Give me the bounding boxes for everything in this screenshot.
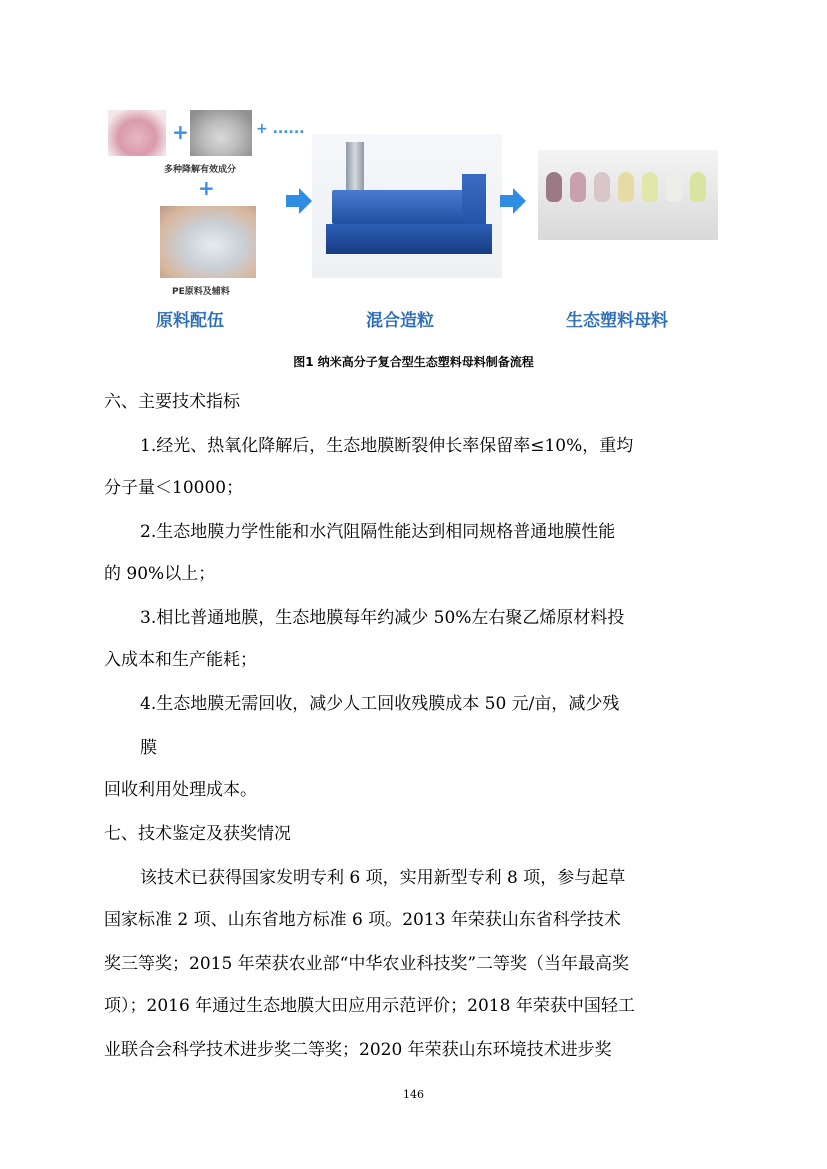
pink-powder-photo <box>108 110 166 156</box>
indicator-4-line-3: 回收利用处理成本。 <box>104 780 257 800</box>
plus-sign: + <box>172 120 189 144</box>
extruder-machine-photo <box>312 134 502 278</box>
indicator-2-line-2: 的 90%以上； <box>104 564 216 584</box>
indicator-2-line-1: 2.生态地膜力学性能和水汽阻隔性能达到相同规格普通地膜性能 <box>140 522 616 542</box>
bottle-sample <box>690 172 706 202</box>
bottle-sample <box>642 172 658 202</box>
bottle-sample <box>618 172 634 202</box>
indicator-4-line-2: 膜 <box>140 738 157 758</box>
indicator-4-line-1: 4.生态地膜无需回收，减少人工回收残膜成本 50 元/亩，减少残 <box>140 694 620 714</box>
right-arrow-icon <box>286 188 312 214</box>
plus-sign-vertical: + <box>198 176 215 200</box>
hopper <box>346 142 364 192</box>
indicator-3-line-1: 3.相比普通地膜，生态地膜每年约减少 50%左右聚乙烯原材料投 <box>140 608 625 628</box>
indicator-1-line-1: 1.经光、热氧化降解后，生态地膜断裂伸长率保留率≤10%，重均 <box>140 436 634 456</box>
bottle-sample <box>594 172 610 202</box>
machine-base <box>326 224 492 254</box>
indicator-3-line-2: 入成本和生产能耗； <box>104 650 257 670</box>
bottle-sample <box>546 172 562 202</box>
right-arrow-icon <box>500 188 526 214</box>
process-figure <box>108 104 728 340</box>
figure-caption: 图1 纳米高分子复合型生态塑料母料制备流程 <box>293 355 534 369</box>
awards-line-2: 国家标准 2 项、山东省地方标准 6 项。2013 年荣获山东省科学技术 <box>104 910 621 930</box>
section-heading-seven: 七、技术鉴定及获奖情况 <box>104 824 291 844</box>
pe-pellets-photo <box>160 206 256 278</box>
awards-line-4: 项）；2016 年通过生态地膜大田应用示范评价；2018 年荣获中国轻工 <box>104 996 635 1016</box>
awards-line-5: 业联合会科学技术进步奖二等奖；2020 年荣获山东环境技术进步奖 <box>104 1040 612 1060</box>
additive-caption: 多种降解有效成分 <box>164 165 237 175</box>
stage-mixing-granulation: 混合造粒 <box>366 311 434 331</box>
bottle-sample <box>570 172 586 202</box>
indicator-1-line-2: 分子量＜10000； <box>104 478 244 498</box>
awards-line-1: 该技术已获得国家发明专利 6 项，实用新型专利 8 项，参与起草 <box>140 868 626 888</box>
extruder-barrel <box>332 190 482 224</box>
section-heading-six: 六、主要技术指标 <box>104 392 240 412</box>
stage-eco-masterbatch: 生态塑料母料 <box>566 311 668 331</box>
awards-line-3: 奖三等奖；2015 年荣获农业部“中华农业科技奖”二等奖（当年最高奖 <box>104 954 630 974</box>
white-powder-photo <box>190 110 252 156</box>
masterbatch-bottles-photo <box>538 150 718 240</box>
bottle-sample <box>666 172 682 202</box>
page-number: 146 <box>403 1088 424 1101</box>
pe-caption: PE原料及辅料 <box>172 287 230 297</box>
stage-raw-materials: 原料配伍 <box>156 311 224 331</box>
plus-more: + ...... <box>256 121 305 137</box>
